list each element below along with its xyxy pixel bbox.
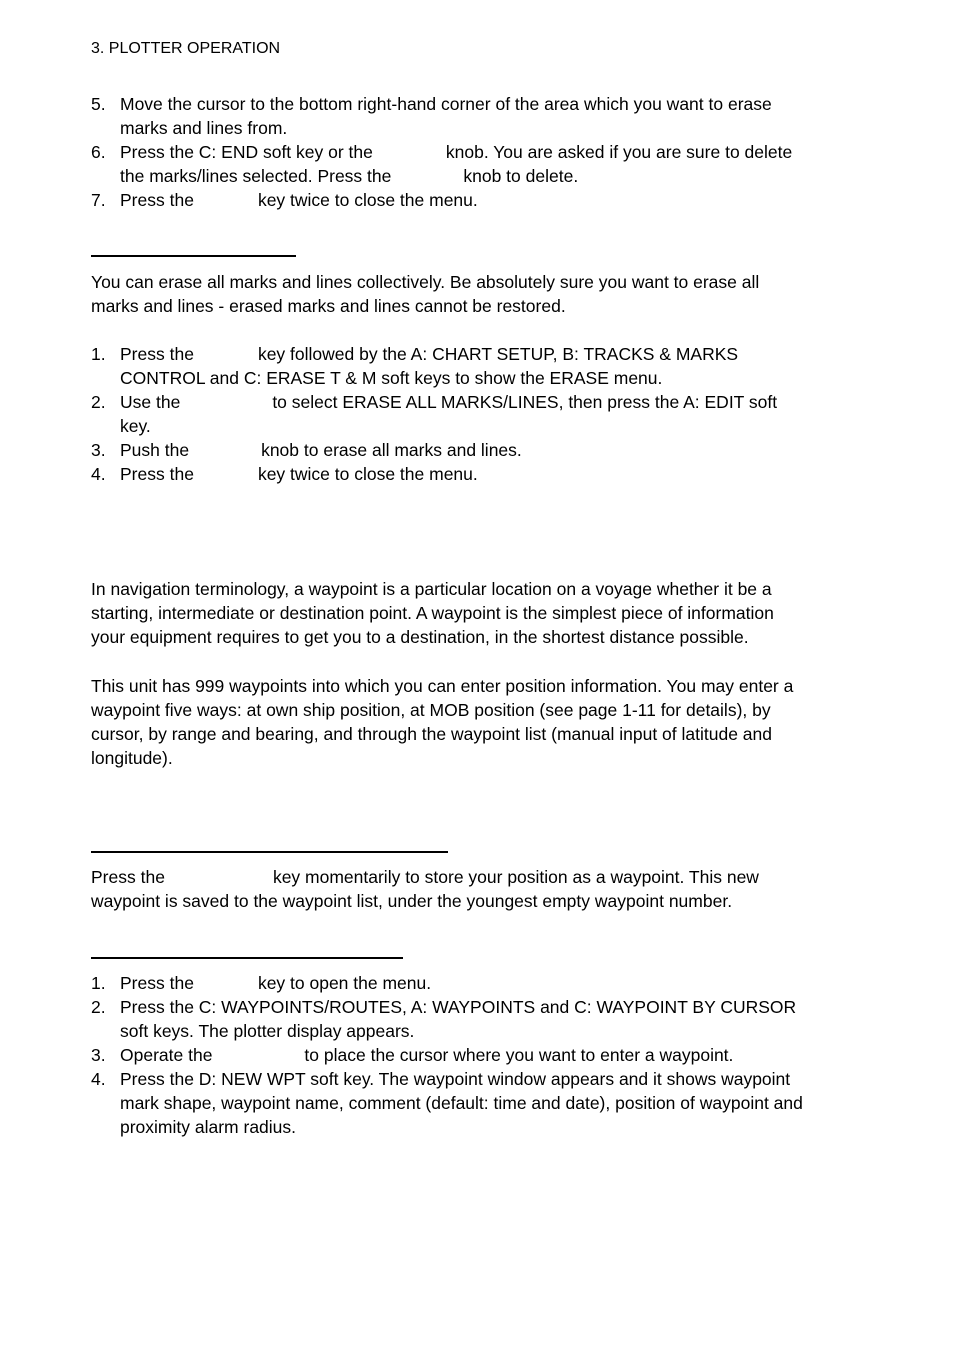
step-text: key twice to close the menu.	[257, 464, 478, 484]
step-number: 2.	[91, 997, 106, 1017]
step-number: 3.	[91, 440, 106, 460]
step-text: the marks/lines selected. Press the	[120, 166, 392, 186]
step-text: knob. You are asked if you are sure to delete	[445, 142, 793, 162]
list-item	[91, 971, 871, 995]
paragraph-text: Press the	[91, 867, 165, 887]
step-text: key followed by the A: CHART SETUP, B: TRACKS & MARKS	[257, 344, 739, 364]
list-item	[91, 995, 871, 1043]
paragraph-text: waypoint is saved to the waypoint list, under the youngest empty waypoint number.	[91, 891, 733, 911]
step-text: to place the cursor where you want to enter a waypoint.	[304, 1045, 734, 1065]
step-text: key.	[120, 416, 151, 436]
step-text: Press the	[120, 464, 194, 484]
step-text: Press the	[120, 973, 194, 993]
waypoints-intro	[91, 577, 851, 649]
step-text: key twice to close the menu.	[257, 190, 478, 210]
step-text: Operate the	[120, 1045, 213, 1065]
step-number: 4.	[91, 464, 106, 484]
paragraph-text: cursor, by range and bearing, and through the waypoint list (manual input of latitude and	[91, 724, 772, 744]
paragraph-text: You can erase all marks and lines collectively. Be absolutely sure you want to erase all	[91, 272, 760, 292]
step-text: key to open the menu.	[257, 973, 432, 993]
paragraph-text: starting, intermediate or destination point. A waypoint is the simplest piece of information	[91, 603, 774, 623]
step-text: soft keys. The plotter display appears.	[120, 1021, 415, 1041]
step-number: 2.	[91, 392, 106, 412]
step-number: 1.	[91, 973, 106, 993]
list-item	[91, 390, 851, 438]
section-heading-underline	[91, 957, 403, 959]
waypoint-by-cursor-steps	[91, 971, 871, 1139]
paragraph-text: This unit has 999 waypoints into which you can enter position information. You may enter a	[91, 676, 794, 696]
erase-all-steps	[91, 342, 851, 486]
list-item	[91, 342, 851, 390]
step-number: 1.	[91, 344, 106, 364]
paragraph-text: longitude).	[91, 748, 173, 768]
paragraph-text: In navigation terminology, a waypoint is a particular location on a voyage whether it be a	[91, 579, 772, 599]
step-text: Press the D: NEW WPT soft key. The waypoint window appears and it shows waypoint	[120, 1069, 791, 1089]
step-text: knob to erase all marks and lines.	[261, 440, 522, 460]
list-item	[91, 140, 851, 188]
list-item	[91, 92, 851, 140]
section-heading-underline	[91, 255, 296, 257]
step-text: to select ERASE ALL MARKS/LINES, then press the A: EDIT soft	[272, 392, 778, 412]
list-item	[91, 462, 851, 486]
step-number: 3.	[91, 1045, 106, 1065]
step-text: mark shape, waypoint name, comment (default: time and date), position of waypoint and	[120, 1093, 803, 1113]
step-text: Press the C: END soft key or the	[120, 142, 373, 162]
paragraph-text: marks and lines - erased marks and lines cannot be restored.	[91, 296, 566, 316]
step-text: Press the C: WAYPOINTS/ROUTES, A: WAYPOINTS and C: WAYPOINT BY CURSOR	[120, 997, 797, 1017]
step-number: 6.	[91, 142, 106, 162]
step-text: Use the	[120, 392, 181, 412]
own-ship-waypoint-text	[91, 865, 851, 913]
step-number: 4.	[91, 1069, 106, 1089]
paragraph-text: key momentarily to store your position as a waypoint. This new	[272, 867, 759, 887]
paragraph-text: your equipment requires to get you to a destination, in the shortest distance possible.	[91, 627, 749, 647]
page-header: 3. PLOTTER OPERATION	[91, 40, 281, 57]
list-item	[91, 1043, 871, 1067]
list-item	[91, 1067, 871, 1139]
erase-all-intro	[91, 270, 851, 318]
step-text: Press the	[120, 190, 194, 210]
erase-area-steps	[91, 92, 851, 212]
paragraph-text: waypoint five ways: at own ship position, at MOB position (see page 1-11 for details), by	[91, 700, 771, 720]
step-text: Press the	[120, 344, 194, 364]
step-text: knob to delete.	[463, 166, 579, 186]
step-text: Move the cursor to the bottom right-hand corner of the area which you want to erase	[120, 94, 772, 114]
step-number: 5.	[91, 94, 106, 114]
step-text: marks and lines from.	[120, 118, 288, 138]
list-item	[91, 438, 851, 462]
list-item	[91, 188, 851, 212]
waypoints-methods	[91, 674, 851, 770]
step-text: CONTROL and C: ERASE T & M soft keys to show the ERASE menu.	[120, 368, 663, 388]
section-heading-underline	[91, 851, 448, 853]
step-number: 7.	[91, 190, 106, 210]
step-text: Push the	[120, 440, 190, 460]
step-text: proximity alarm radius.	[120, 1117, 297, 1137]
